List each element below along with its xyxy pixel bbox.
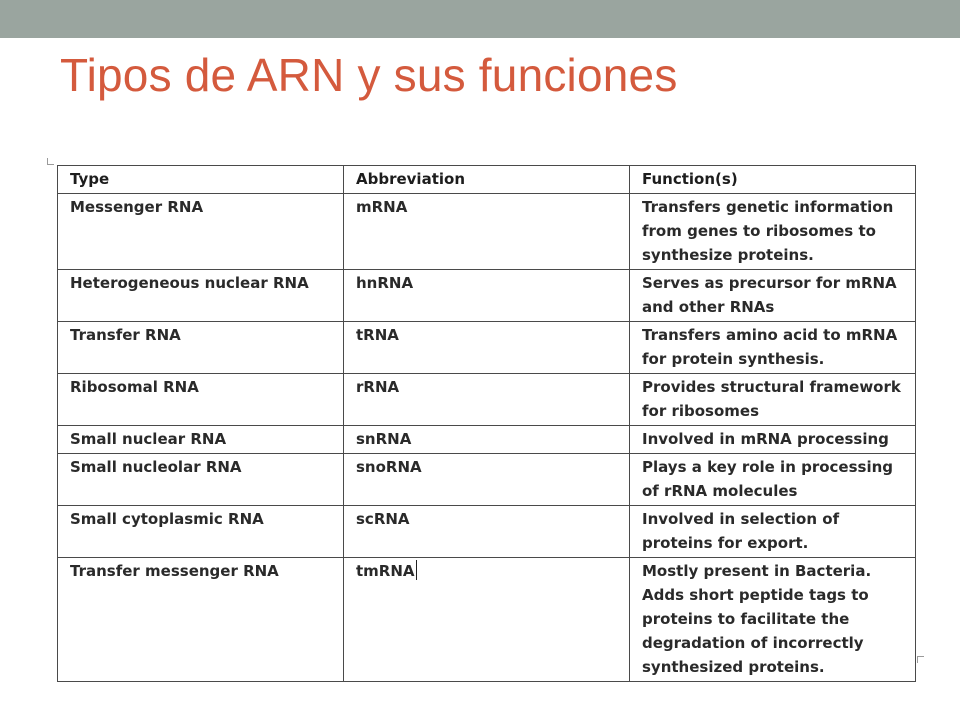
function-line: synthesized proteins.	[642, 658, 825, 676]
function-line: for ribosomes	[642, 402, 759, 420]
cell-abbreviation: tRNA	[344, 322, 630, 374]
function-line: Involved in mRNA processing	[642, 430, 889, 448]
table-row	[58, 454, 916, 506]
cell-function	[630, 322, 916, 374]
function-line: proteins for export.	[642, 534, 809, 552]
header-functions: Function(s)	[630, 166, 916, 194]
function-line: synthesize proteins.	[642, 246, 814, 264]
table-row	[58, 374, 916, 426]
rna-types-table	[57, 165, 916, 682]
function-line: from genes to ribosomes to	[642, 222, 876, 240]
cell-abbreviation: snRNA	[344, 426, 630, 454]
text-cursor	[416, 560, 417, 580]
top-accent-bar	[0, 0, 960, 38]
table-header-row	[58, 166, 916, 194]
cell-function	[630, 506, 916, 558]
cell-function	[630, 558, 916, 682]
abbreviation-text: tmRNA	[356, 562, 415, 580]
table-row	[58, 322, 916, 374]
function-line: proteins to facilitate the	[642, 610, 850, 628]
function-line: for protein synthesis.	[642, 350, 825, 368]
cell-function	[630, 454, 916, 506]
cell-abbreviation: rRNA	[344, 374, 630, 426]
cell-abbreviation: snoRNA	[344, 454, 630, 506]
table-row	[58, 506, 916, 558]
cell-abbreviation: hnRNA	[344, 270, 630, 322]
function-line: Involved in selection of	[642, 510, 840, 528]
function-line: and other RNAs	[642, 298, 775, 316]
function-line: Provides structural framework	[642, 378, 901, 396]
cell-type: Transfer RNA	[58, 322, 344, 374]
cell-type: Ribosomal RNA	[58, 374, 344, 426]
cell-type: Heterogeneous nuclear RNA	[58, 270, 344, 322]
function-line: of rRNA molecules	[642, 482, 798, 500]
header-type: Type	[58, 166, 344, 194]
function-line: degradation of incorrectly	[642, 634, 864, 652]
table-row	[58, 558, 916, 682]
function-line: Mostly present in Bacteria.	[642, 562, 872, 580]
cell-type: Small nucleolar RNA	[58, 454, 344, 506]
cell-type: Small nuclear RNA	[58, 426, 344, 454]
table-corner-mark-bottom-right	[917, 656, 924, 663]
cell-function	[630, 270, 916, 322]
table-corner-mark-top-left	[47, 158, 54, 165]
slide-title: Tipos de ARN y sus funciones	[60, 49, 678, 101]
function-line: Serves as precursor for mRNA	[642, 274, 897, 292]
table-row	[58, 426, 916, 454]
function-line: Transfers genetic information	[642, 198, 894, 216]
function-line: Plays a key role in processing	[642, 458, 894, 476]
header-abbreviation: Abbreviation	[344, 166, 630, 194]
cell-type: Messenger RNA	[58, 194, 344, 270]
cell-function	[630, 426, 916, 454]
function-line: Transfers amino acid to mRNA	[642, 326, 898, 344]
cell-function	[630, 374, 916, 426]
table-row	[58, 270, 916, 322]
function-line: Adds short peptide tags to	[642, 586, 869, 604]
cell-function	[630, 194, 916, 270]
cell-type: Small cytoplasmic RNA	[58, 506, 344, 558]
cell-abbreviation: scRNA	[344, 506, 630, 558]
cell-abbreviation[interactable]	[344, 558, 630, 682]
cell-abbreviation: mRNA	[344, 194, 630, 270]
table-row	[58, 194, 916, 270]
cell-type: Transfer messenger RNA	[58, 558, 344, 682]
